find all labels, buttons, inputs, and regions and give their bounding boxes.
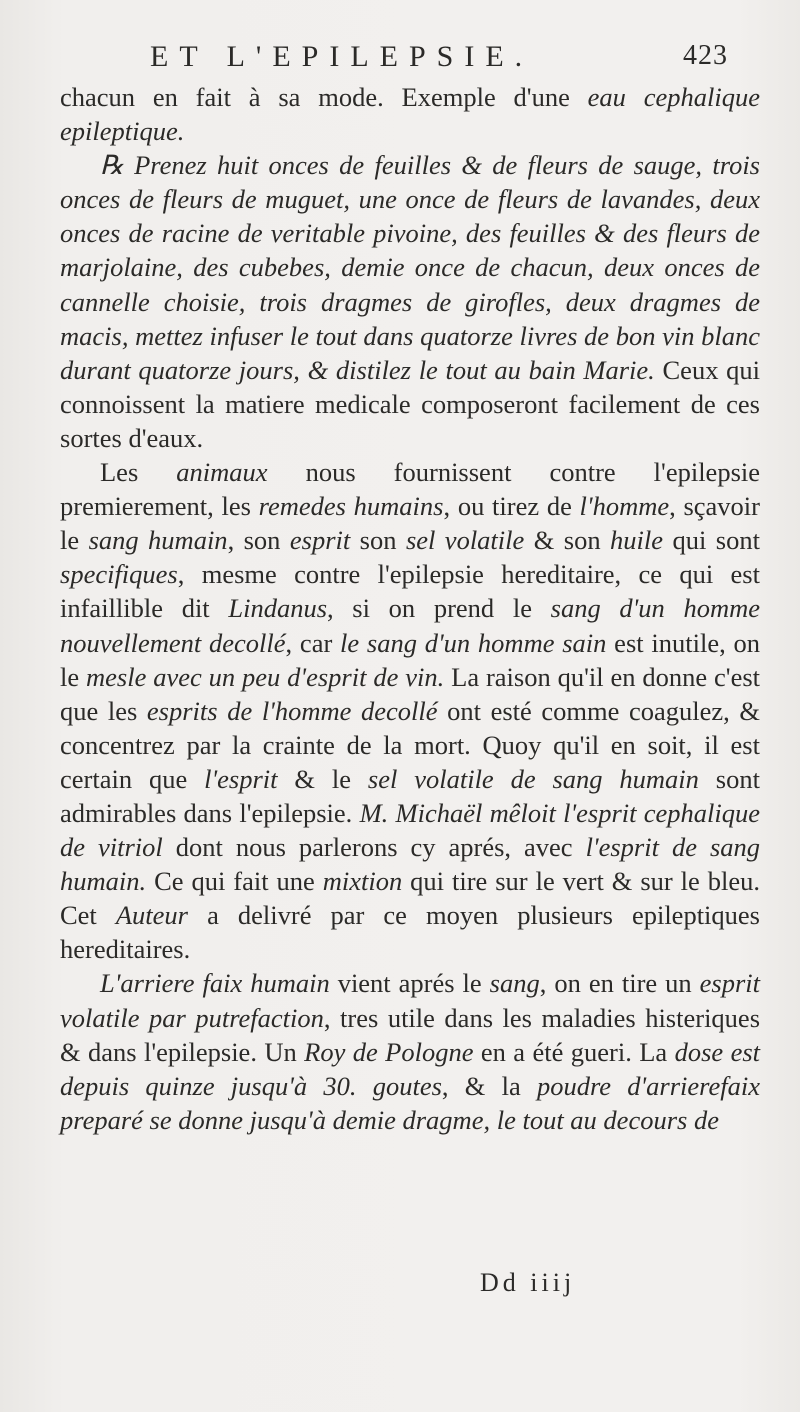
italic-text-run: sel volatile — [405, 525, 525, 556]
italic-text-run: l'homme — [579, 491, 670, 522]
running-title: ET L'EPILEPSIE. — [150, 40, 534, 73]
text-run: vient aprés le — [329, 968, 490, 999]
italic-text-run: esprits de l'homme decollé — [146, 695, 438, 726]
text-run: , & la — [441, 1070, 537, 1101]
text-run: ont esté comme coagulez, & concentrez par la crainte de la mort. Quoy qu'il en soit, il est certain que — [60, 695, 761, 794]
italic-text-run: esprit — [289, 525, 351, 556]
italic-text-run: l'esprit — [204, 763, 278, 794]
italic-text-run: Lindanus — [228, 593, 328, 624]
italic-text-run: Roy de Pologne — [304, 1036, 474, 1067]
italic-text-run: poudre d'arrierefaix preparé se donne jusqu'à demie dragme, le tout au decours de — [60, 1070, 760, 1135]
paragraph-3 — [60, 455, 760, 966]
text-run: , tres utile dans les maladies histeriques & dans l'epilepsie. Un — [60, 1002, 761, 1067]
italic-text-run: L'arriere faix humain — [100, 968, 330, 999]
text-run: , car — [285, 627, 341, 658]
text-run: est inutile, on le — [60, 627, 760, 692]
italic-text-run: remedes humains — [258, 491, 444, 522]
body-text — [60, 80, 760, 1137]
italic-text-run: specifiques — [60, 559, 178, 590]
italic-text-run: M. Michaël mêloit l'esprit cephalique de vitriol — [60, 797, 760, 863]
text-run: , ou tirez de — [443, 491, 580, 522]
text-run: , si on prend le — [327, 593, 551, 624]
paragraph-1 — [60, 80, 760, 148]
text-run: en a été gueri. La — [473, 1036, 675, 1067]
text-run: , mesme contre l'epilepsie hereditaire, ce qui est infaillible dit — [60, 559, 760, 624]
text-run: qui tire sur le vert & sur le bleu. Cet — [60, 866, 761, 931]
italic-text-run: sang humain — [88, 525, 228, 556]
italic-text-run: eau cephalique epileptique. — [60, 82, 760, 147]
italic-text-run: le sang d'un homme sain — [340, 627, 607, 658]
text-run: nous fournissent contre l'epilepsie premierement, les — [60, 457, 761, 522]
italic-text-run: mixtion — [322, 866, 403, 897]
text-run: Ceux qui connoissent la matiere medicale composeront facilement de ces sortes d'eaux. — [60, 354, 760, 453]
text-run: Ce qui fait une — [146, 866, 323, 897]
italic-text-run: sel volatile de sang humain — [367, 763, 699, 794]
paragraph-4 — [60, 966, 760, 1136]
text-run: , son — [227, 525, 290, 556]
signature-mark: Dd iiij — [480, 1268, 576, 1297]
italic-text-run: dose est depuis quinze jusqu'à 30. goutes — [60, 1036, 761, 1101]
italic-text-run: animaux — [176, 457, 268, 488]
italic-text-run: ℞ Prenez huit onces de feuilles & de fleurs de sauge, trois onces de fleurs de muguet, une once de fleurs de lavandes, deux onces de racine de veritable pivoine, des feuilles & des fleurs de marjolaine, des cubebes, demie once de chacun, deux onces de cannelle choisie, trois dragmes de girofles, deux dragmes de macis, mettez infuser le tout dans quatorze livres de bon vin blanc durant quatorze jours, & distilez le tout au bain Marie. — [60, 150, 760, 385]
italic-text-run: l'esprit de sang humain. — [60, 832, 761, 897]
italic-text-run: huile — [610, 525, 664, 556]
text-run: chacun en fait à sa mode. Exemple d'une — [60, 82, 588, 112]
text-run: Les — [100, 457, 177, 488]
text-run: sont admirables dans l'epilepsie. — [60, 763, 760, 828]
text-run: dont nous parlerons cy aprés, avec — [162, 832, 586, 863]
italic-text-run: esprit volatile par putrefaction — [60, 968, 760, 1033]
italic-text-run: sang d'un homme nouvellement decollé — [60, 593, 760, 658]
text-run: son — [350, 525, 406, 556]
text-run: La raison qu'il en donne c'est que les — [60, 661, 761, 726]
text-run: , on en tire un — [539, 968, 700, 999]
text-run: & son — [524, 525, 611, 556]
page-number: 423 — [683, 40, 728, 71]
italic-text-run: sang — [489, 968, 540, 999]
text-run: a delivré par ce moyen plusieurs epileptiques hereditaires. — [60, 900, 760, 965]
text-run: , sçavoir le — [60, 491, 760, 556]
text-run: & le — [277, 763, 368, 794]
italic-text-run: mesle avec un peu d'esprit de vin. — [86, 661, 445, 692]
italic-text-run: Auteur — [115, 900, 188, 931]
text-run: qui sont — [663, 525, 760, 556]
paragraph-2 — [60, 148, 760, 455]
